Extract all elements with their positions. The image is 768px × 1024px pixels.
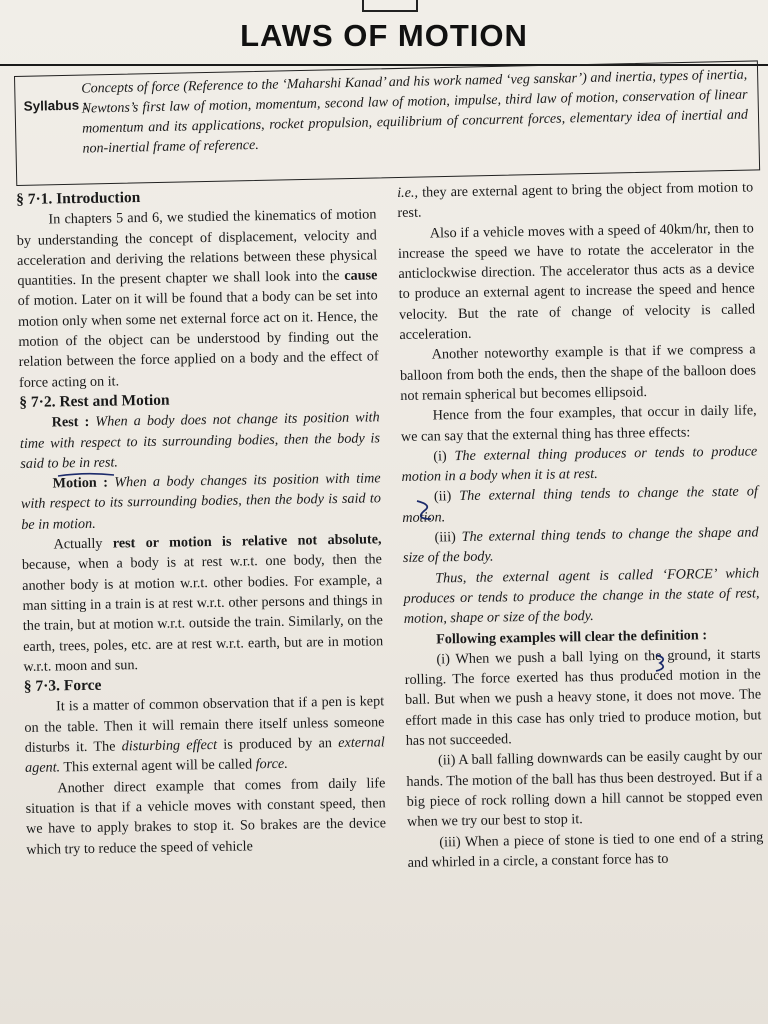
syllabus-box <box>14 60 760 186</box>
intro-text-a: In chapters 5 and 6, we studied the kinematics of motion by understanding the concept of displacement, velocity and acceleration and deriving the relations between these physical quantities. In the present chapter we shall look into the <box>16 206 378 290</box>
intro-text-cause: cause <box>344 267 378 285</box>
effect-1-number: (i) <box>433 448 447 465</box>
pen-circle-mark <box>411 497 437 523</box>
effect-item-1 <box>401 441 758 487</box>
force-paragraph-1 <box>24 692 385 779</box>
force-text-disturbing: disturbing effect <box>121 736 218 755</box>
force-text-c: is produced by an <box>216 735 339 753</box>
page-title: LAWS OF MOTION <box>240 18 528 53</box>
relative-text-bold: rest or motion is relative not absolute, <box>112 531 382 552</box>
three-effects-paragraph: Hence from the four examples, that occur in daily life, we can say that the external thing has three effects: <box>400 402 757 445</box>
pen-bracket-mark <box>652 652 674 674</box>
force-definition: Thus, the external agent is called ‘FORCE’ which produces or tends to produce the change in the state of rest, motion, shape or size of the body. <box>403 565 760 628</box>
syllabus-label: Syllabus : <box>23 97 88 114</box>
pen-underline-rest-motion <box>56 470 116 480</box>
force-text-e: This external agent will be called <box>60 756 256 776</box>
section-heading-introduction: § 7·1. Introduction <box>16 189 141 208</box>
effect-item-2 <box>402 482 759 528</box>
examples-heading: Following examples will clear the definition : <box>436 626 708 647</box>
right-column <box>397 177 764 873</box>
intro-text-c: of motion. Later on it will be found that a body can be set into motion only when some net external force act on it. Hence, the motion of the object can be understood by finding out the relation between the force applied on a body and the effect of force acting on it. <box>17 287 379 391</box>
force-text-a: It is a matter of common observation that if a pen is kept on the table. Then it will remain there itself unless someone disturbs it. The <box>24 693 385 756</box>
effect-1-text: The external thing produces or tends to produce motion in a body when it is at rest. <box>401 443 758 486</box>
right-p1-text: they are external agent to bring the object from motion to rest. <box>397 179 754 222</box>
relative-text-a: Actually <box>53 535 113 553</box>
motion-definition-text: When a body changes its position with time with respect to its surrounding bodies, then the body is said to be in motion. <box>20 470 382 533</box>
syllabus-text: Concepts of force (Reference to the ‘Maharshi Kanad’ and his work named ‘veg sanskar’) and inertia, types of inertia, Newtons’s first law of motion, momentum, second law of motion, impulse, third law of motion, conservation of linear momentum and its applications, rocket propulsion, equilibrium of concurrent forces, elementary idea of inertial and non-inertial frame of reference. <box>81 67 749 157</box>
accelerator-paragraph: Also if a vehicle moves with a speed of 40km/hr, then to increase the speed we have to rotate the accelerator in the anticlockwise direction. The accelerator thus acts as a device to produce an external agent to increase the speed and hence velocity. But the rate of change of velocity is called acceleration. <box>397 219 756 344</box>
example-3: (iii) When a piece of stone is tied to one end of a string and whirled in a circle, a constant force has to <box>407 828 764 871</box>
left-column <box>16 184 386 859</box>
effect-3-number: (iii) <box>434 529 456 546</box>
effect-item-3 <box>402 522 759 568</box>
ie-text: i.e., <box>397 184 419 201</box>
example-2: (ii) A ball falling downwards can be easily caught by our hands. The motion of the ball has thus been destroyed. But if a big piece of rock rolling down a hill cannot be stopped even when we try our best to stop it. <box>406 747 763 831</box>
section-heading-force: § 7·3. Force <box>23 676 102 696</box>
force-text-external: external agent. <box>24 734 385 777</box>
rest-definition <box>20 408 381 475</box>
effect-3-text: The external thing tends to change the shape and size of the body. <box>402 524 759 567</box>
section-heading-rest-motion: § 7·2. Rest and Motion <box>19 391 170 411</box>
force-text-force: force. <box>255 756 288 773</box>
effect-2-text: The external thing tends to change the state of motion. <box>402 483 759 526</box>
rest-definition-text: When a body does not change its position with time with respect to its surrounding bodies, then the body is said to be in rest. <box>19 409 381 472</box>
example-1: (i) When we push a ball lying on the ground, it starts rolling. The force exerted has thus produced motion in the ball. But when we push a heavy stone, it does not move. The effort made in this case has only tried to produce motion, but has not succeeded. <box>404 646 762 749</box>
right-paragraph-1 <box>397 177 754 223</box>
rest-label: Rest : <box>51 414 90 431</box>
intro-paragraph <box>16 205 379 393</box>
force-paragraph-2: Another direct example that comes from daily life situation is that if a vehicle moves with constant speed, then we have to apply brakes to stop it. So brakes are the device which try to reduce the speed of vehicle <box>25 774 387 858</box>
relative-motion-paragraph <box>21 529 383 677</box>
top-tab-mark <box>362 0 418 12</box>
relative-text-c: because, when a body is at rest w.r.t. one body, then the another body is at motion w.r.t. other bodies. For example, a man sitting in a train is at rest w.r.t. other persons and things in the train, but at motion w.r.t. outside the train. Similarly, on the earth, trees, poles, etc. are at rest w.r.t. earth, but are in motion w.r.t. moon and sun. <box>21 551 384 675</box>
motion-label: Motion : <box>52 474 109 492</box>
effect-2-number: (ii) <box>433 488 452 505</box>
balloon-paragraph: Another noteworthy example is that if we compress a balloon from both the ends, then the shape of the balloon does not remain spherical but becomes ellipsoid. <box>399 341 757 404</box>
